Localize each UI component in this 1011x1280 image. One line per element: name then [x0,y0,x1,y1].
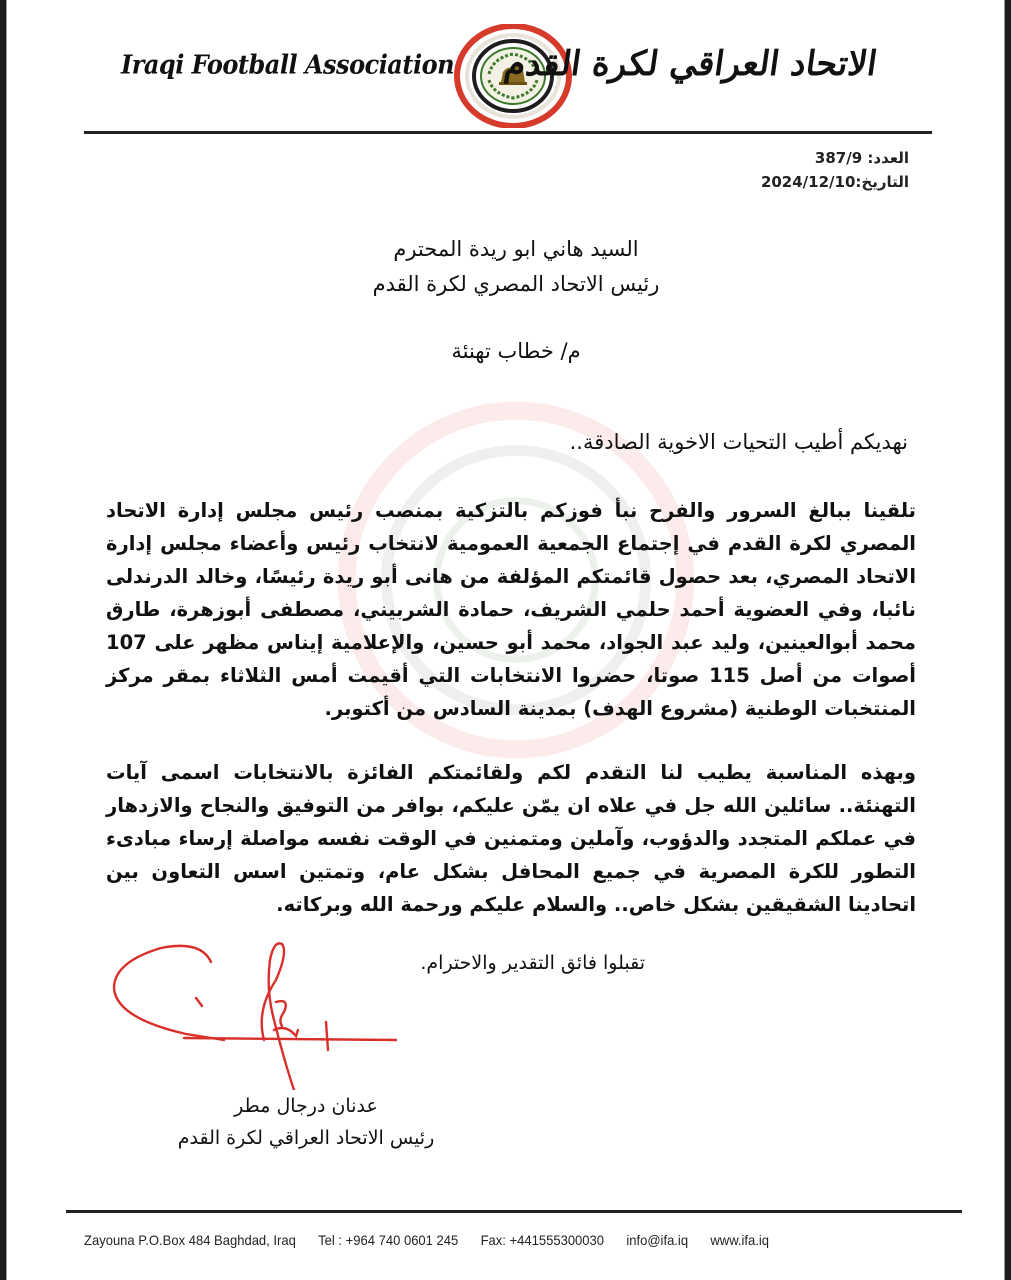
footer-tel: Tel : +964 740 0601 245 [318,1232,459,1248]
addressee-title: رئيس الاتحاد المصري لكرة القدم [372,272,660,296]
signer-name: عدنان درجال مطر [234,1095,378,1117]
closing-line: تقبلوا فائق التقدير والاحترام. [420,952,645,974]
letter-page [6,0,1005,1280]
addressee-name: السيد هاني ابو ريدة المحترم [393,237,639,261]
association-english-name: Iraqi Football Association [121,48,455,81]
reference-date-label: التاريخ: [855,173,909,191]
footer-divider [66,1210,962,1213]
footer-contact [84,1232,884,1248]
reference-number [761,146,909,170]
reference-date-value: 2024/12/10 [760,173,856,191]
signer-title: رئيس الاتحاد العراقي لكرة القدم [177,1127,435,1149]
body-paragraph-1: تلقينا ببالغ السرور والفرح نبأ فوزكم بالتزكية بمنصب رئيس مجلس إدارة الاتحاد المصري لكرة القدم في إجتماع الجمعية العمومية لانتخاب رئيس وأعضاء مجلس إدارة الاتحاد المصري، بعد حصول قائمتكم المؤلفة من هانى أبو ريدة رئيسًا، وخالد الدرندلى نائبا، وفي العضوية أحمد حلمي الشريف، حمادة الشربيني، مصطفى أبوزهرة، طارق محمد أبوالعينين، وليد عبد الجواد، محمد أبو حسين، والإعلامية إيناس مظهر على 107 أصوات من أصل 115 صوتا، حضروا الانتخابات التي أقيمت أمس الثلاثاء بمقر مركز المنتخبات الوطنية (مشروع الهدف) بمدينة السادس من أكتوبر. [106,499,916,720]
page-edge-right [1004,0,1005,1280]
addressee-block [306,232,726,302]
footer-fax: Fax: +441555300030 [480,1232,605,1248]
reference-number-label: العدد: [867,149,909,167]
greeting: نهديكم أطيب التحيات الاخوية الصادقة.. [569,430,908,454]
footer-address: Zayouna P.O.Box 484 Baghdad, Iraq [84,1232,296,1248]
signer-block [146,1090,466,1154]
header-divider [84,131,932,134]
body-paragraph-2: وبهذه المناسبة يطيب لنا التقدم لكم ولقائمتكم الفائزة بالانتخابات اسمى آيات التهنئة.. سائلين الله جل في علاه ان يمّن عليكم، بوافر من التوفيق والنجاح والازدهار في عملكم المتجدد والدؤوب، وآملين ومتمنين في الوقت نفسه مواصلة إرساء مبادىء التطور للكرة المصرية في جميع المحافل بشكل عام، وتمتين اسس التعاون بين اتحادينا الشقيقين بشكل خاص.. والسلام عليكم ورحمة الله وبركاته. [106,761,916,916]
footer-website[interactable]: www.ifa.iq [710,1232,770,1248]
footer-email[interactable]: info@ifa.iq [626,1232,689,1248]
subject-line: م/ خطاب تهنئة [451,339,581,363]
reference-block [761,146,909,194]
reference-date [761,170,909,194]
association-arabic-name: الاتحاد العراقي لكرة القدم [502,44,880,84]
handwritten-signature-icon [106,940,406,1090]
page-edge-left [6,0,7,1280]
reference-number-value: 387/9 [814,149,863,167]
